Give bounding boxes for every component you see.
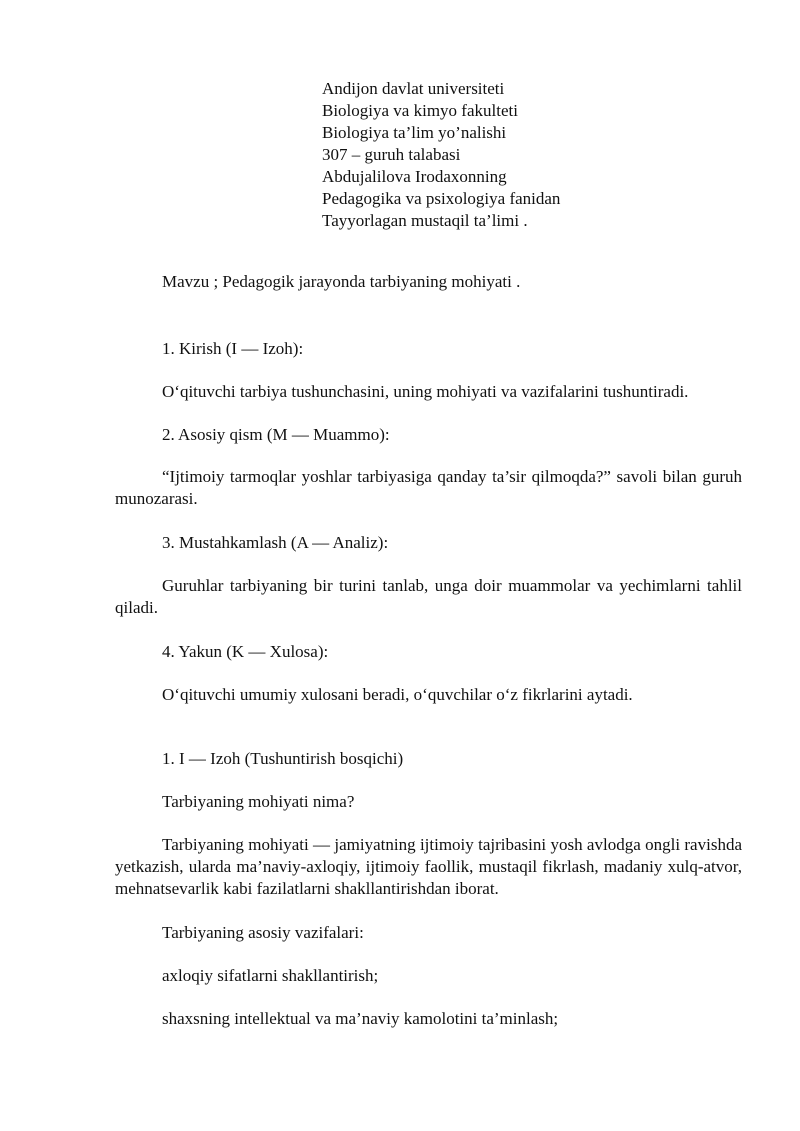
direction-line: Biologiya ta’lim yo’nalishi — [322, 123, 507, 142]
list-item: axloqiy sifatlarni shakllantirish; — [162, 966, 379, 985]
group-line: 307 – guruh talabasi — [322, 145, 461, 164]
question-paragraph: Tarbiyaning mohiyati nima? — [162, 792, 355, 811]
section-heading: 3. Mustahkamlash (A — Analiz): — [162, 533, 389, 552]
author-line: Abdujalilova Irodaxonning — [322, 167, 507, 186]
body-paragraph: O‘qituvchi umumiy xulosani beradi, o‘quvchilar o‘z fikrlarini aytadi. — [162, 685, 633, 704]
body-paragraph: Tarbiyaning mohiyati — jamiyatning ijtimoiy tajribasini yosh avlodga ongli ravishda yetkazish, ularda ma’naviy-axloqiy, ijtimoiy faollik, mustaqil fikrlash, madaniy xulq-atvor, mehnatsevarlik kabi fazilatlarni shakllantirishdan iborat. — [115, 835, 742, 898]
section-heading: 4. Yakun (K — Xulosa): — [162, 642, 329, 661]
faculty-line: Biologiya va kimyo fakulteti — [322, 101, 518, 120]
title-block — [322, 78, 560, 232]
work-type-line: Tayyorlagan mustaqil ta’limi . — [322, 211, 528, 230]
body-paragraph: O‘qituvchi tarbiya tushunchasini, uning mohiyati va vazifalarini tushuntiradi. — [162, 382, 689, 401]
subject-line: Pedagogika va psixologiya fanidan — [322, 189, 561, 208]
university-line: Andijon davlat universiteti — [322, 79, 505, 98]
topic-paragraph: Mavzu ; Pedagogik jarayonda tarbiyaning mohiyati . — [162, 272, 521, 291]
body-paragraph: Guruhlar tarbiyaning bir turini tanlab, unga doir muammolar va yechimlarni tahlil qiladi. — [115, 576, 742, 617]
list-item: shaxsning intellektual va ma’naviy kamolotini ta’minlash; — [162, 1009, 559, 1028]
list-heading: Tarbiyaning asosiy vazifalari: — [162, 923, 364, 942]
body-paragraph: “Ijtimoiy tarmoqlar yoshlar tarbiyasiga qanday ta’sir qilmoqda?” savoli bilan guruh munozarasi. — [115, 467, 742, 508]
section-heading: 1. I — Izoh (Tushuntirish bosqichi) — [162, 749, 404, 768]
section-heading: 2. Asosiy qism (M — Muammo): — [162, 425, 390, 444]
section-heading: 1. Kirish (I — Izoh): — [162, 339, 304, 358]
